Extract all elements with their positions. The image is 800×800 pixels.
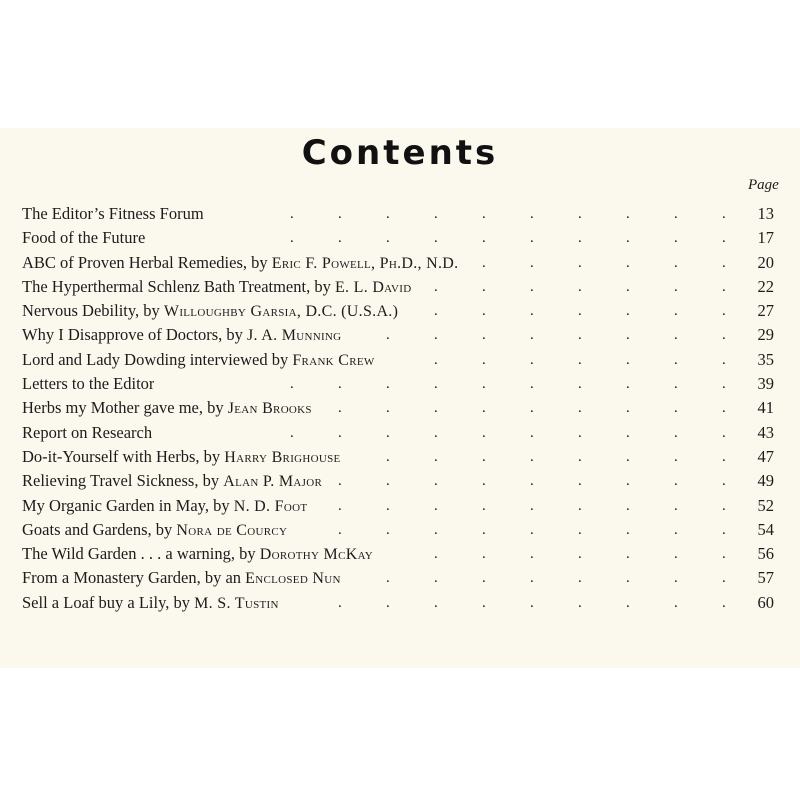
leader-dot: . bbox=[434, 497, 438, 514]
leader-dot: . bbox=[434, 521, 438, 538]
leader-dot: . bbox=[482, 448, 486, 465]
leader-dot: . bbox=[578, 473, 582, 490]
article-title: ABC of Proven Herbal Remedies bbox=[22, 252, 243, 272]
article-title: Goats and Gardens bbox=[22, 519, 148, 539]
article-title: Report on Research bbox=[22, 422, 153, 442]
leader-dot: . bbox=[434, 546, 438, 563]
leader-dot: . bbox=[674, 594, 678, 611]
toc-entry-title bbox=[22, 372, 154, 396]
toc-entry-title bbox=[22, 299, 398, 324]
leader-dot: . bbox=[626, 278, 630, 295]
leader-dot: . bbox=[674, 400, 678, 417]
leader-dot: . bbox=[674, 473, 678, 490]
toc-entry bbox=[22, 494, 774, 518]
leader-dot: . bbox=[482, 278, 486, 295]
toc-entry bbox=[22, 323, 774, 347]
leader-dot: . bbox=[482, 254, 486, 271]
leader-dot: . bbox=[722, 254, 726, 271]
leader-dot: . bbox=[626, 230, 630, 247]
leader-dot: . bbox=[386, 400, 390, 417]
article-author: Jean Brooks bbox=[227, 400, 312, 418]
leader-dot: . bbox=[626, 351, 630, 368]
leader-dot: . bbox=[674, 376, 678, 393]
article-title: Nervous Debility bbox=[22, 301, 136, 321]
article-author: N. D. Foot bbox=[233, 497, 308, 515]
article-author: Dorothy McKay bbox=[259, 546, 374, 564]
by-connector: , by bbox=[198, 398, 228, 418]
article-author: Alan P. Major bbox=[223, 473, 323, 491]
page-number: 54 bbox=[757, 519, 774, 539]
leader-dot: . bbox=[578, 594, 582, 611]
leader-dot: . bbox=[530, 521, 534, 538]
article-title: Lord and Lady Dowding interviewed bbox=[22, 349, 268, 369]
leader-dot: . bbox=[482, 376, 486, 393]
leader-dot: . bbox=[530, 206, 534, 222]
toc-entry bbox=[22, 372, 774, 396]
leader-dot: . bbox=[290, 230, 294, 247]
leader-dot: . bbox=[290, 376, 294, 393]
leader-dot: . bbox=[434, 303, 438, 320]
by-connector: , by bbox=[306, 276, 335, 296]
leader-dot: . bbox=[722, 351, 726, 368]
page-number: 60 bbox=[757, 592, 774, 612]
leader-dot: . bbox=[386, 594, 390, 611]
by-connector: , by bbox=[194, 471, 224, 491]
leader-dot: . bbox=[482, 230, 486, 247]
article-title: Food of the Future bbox=[22, 228, 146, 248]
page-number: 47 bbox=[757, 446, 774, 466]
leader-dot: . bbox=[290, 206, 294, 222]
page-number: 56 bbox=[757, 544, 774, 564]
leader-dot: . bbox=[338, 473, 342, 490]
leader-dot: . bbox=[338, 521, 342, 538]
leader-dot: . bbox=[722, 230, 726, 247]
article-author: Eric F. Powell, Ph.D., N.D. bbox=[271, 254, 459, 272]
page-number: 57 bbox=[757, 568, 774, 588]
page-number: 13 bbox=[757, 204, 774, 223]
leader-dot: . bbox=[626, 254, 630, 271]
leader-dot: . bbox=[386, 521, 390, 538]
page-number: 20 bbox=[757, 252, 774, 272]
leader-dot: . bbox=[674, 327, 678, 344]
leader-dot: . bbox=[578, 230, 582, 247]
leader-dot: . bbox=[434, 351, 438, 368]
leader-dot: . bbox=[578, 546, 582, 563]
leader-dot: . bbox=[722, 448, 726, 465]
page-number: 27 bbox=[757, 301, 774, 321]
article-title: Sell a Loaf buy a Lily bbox=[22, 592, 166, 612]
by-connector: , by bbox=[147, 519, 177, 539]
leader-dot: . bbox=[530, 327, 534, 344]
leader-dot: . bbox=[338, 230, 342, 247]
leader-dot: . bbox=[626, 546, 630, 563]
article-title: From a Monastery Garden bbox=[22, 568, 197, 588]
toc-entry bbox=[22, 226, 774, 250]
leader-dot: . bbox=[674, 206, 678, 222]
leader-dot: . bbox=[290, 424, 294, 441]
leader-dot: . bbox=[530, 594, 534, 611]
leader-dot: . bbox=[386, 448, 390, 465]
toc-entry bbox=[22, 202, 774, 226]
leader-dot: . bbox=[386, 376, 390, 393]
by-connector: , by bbox=[195, 446, 225, 466]
leader-dot: . bbox=[386, 327, 390, 344]
by-connector: by bbox=[267, 349, 293, 369]
toc-entry-title bbox=[22, 518, 287, 543]
article-title: The Hyperthermal Schlenz Bath Treatment bbox=[22, 276, 307, 296]
leader-dot: . bbox=[530, 448, 534, 465]
table-of-contents bbox=[22, 202, 774, 615]
leader-dot: . bbox=[482, 303, 486, 320]
leader-dot: . bbox=[578, 278, 582, 295]
toc-entry bbox=[22, 421, 774, 445]
leader-dot: . bbox=[530, 497, 534, 514]
leader-dot: . bbox=[530, 400, 534, 417]
leader-dot: . bbox=[530, 278, 534, 295]
page-number: 49 bbox=[757, 471, 774, 491]
leader-dot: . bbox=[482, 546, 486, 563]
leader-dot: . bbox=[482, 473, 486, 490]
leader-dot: . bbox=[434, 206, 438, 222]
leader-dot: . bbox=[626, 400, 630, 417]
leader-dot: . bbox=[530, 303, 534, 320]
leader-dot: . bbox=[626, 206, 630, 222]
page-number: 43 bbox=[757, 422, 774, 442]
leader-dot: . bbox=[674, 351, 678, 368]
leader-dot: . bbox=[482, 497, 486, 514]
leader-dot: . bbox=[722, 497, 726, 514]
article-author: Enclosed Nun bbox=[245, 570, 341, 588]
leader-dot: . bbox=[626, 570, 630, 587]
article-author: J. A. Munning bbox=[247, 327, 342, 345]
leader-dot: . bbox=[482, 594, 486, 611]
leader-dot: . bbox=[626, 376, 630, 393]
leader-dot: . bbox=[434, 594, 438, 611]
leader-dot: . bbox=[386, 206, 390, 222]
leader-dot: . bbox=[482, 400, 486, 417]
toc-entry bbox=[22, 469, 774, 493]
leader-dot: . bbox=[434, 448, 438, 465]
article-author: E. L. David bbox=[334, 278, 412, 296]
page-number: 29 bbox=[757, 325, 774, 345]
leader-dot: . bbox=[578, 521, 582, 538]
page-number: 52 bbox=[757, 495, 774, 515]
article-author: Harry Brighouse bbox=[224, 448, 341, 466]
leader-dot: . bbox=[386, 230, 390, 247]
article-title: Do-it-Yourself with Herbs bbox=[22, 446, 196, 466]
leader-dot: . bbox=[578, 448, 582, 465]
leader-dot: . bbox=[530, 230, 534, 247]
toc-entry bbox=[22, 518, 774, 542]
leader-dot: . bbox=[674, 521, 678, 538]
article-author: Nora de Courcy bbox=[176, 521, 288, 539]
article-title: My Organic Garden in May bbox=[22, 495, 205, 515]
page-column-header: Page bbox=[748, 177, 779, 193]
leader-dot: . bbox=[722, 521, 726, 538]
leader-dot: . bbox=[578, 497, 582, 514]
leader-dot: . bbox=[626, 448, 630, 465]
leader-dot: . bbox=[626, 594, 630, 611]
article-title: Relieving Travel Sickness bbox=[22, 471, 195, 491]
toc-entry-title bbox=[22, 542, 373, 567]
article-author: M. S. Tustin bbox=[194, 594, 279, 612]
toc-entry bbox=[22, 542, 774, 566]
toc-entry bbox=[22, 396, 774, 420]
toc-entry bbox=[22, 445, 774, 469]
leader-dot: . bbox=[626, 521, 630, 538]
leader-dot: . bbox=[674, 230, 678, 247]
leader-dot: . bbox=[482, 351, 486, 368]
leader-dot: . bbox=[434, 473, 438, 490]
leader-dot: . bbox=[674, 546, 678, 563]
toc-entry-title bbox=[22, 421, 152, 445]
leader-dot: . bbox=[434, 424, 438, 441]
leader-dot: . bbox=[386, 424, 390, 441]
leader-dot: . bbox=[626, 473, 630, 490]
leader-dot: . bbox=[530, 254, 534, 271]
leader-dot: . bbox=[434, 376, 438, 393]
toc-entry-title bbox=[22, 323, 341, 348]
toc-entry-title bbox=[22, 251, 458, 276]
leader-dot: . bbox=[386, 497, 390, 514]
page-number: 22 bbox=[757, 276, 774, 296]
leader-dot: . bbox=[338, 206, 342, 222]
leader-dot: . bbox=[482, 424, 486, 441]
leader-dot: . bbox=[626, 497, 630, 514]
leader-dot: . bbox=[338, 594, 342, 611]
leader-dot: . bbox=[626, 303, 630, 320]
leader-dot: . bbox=[722, 594, 726, 611]
article-title: The Editor’s Fitness Forum bbox=[22, 204, 204, 223]
page-number: 17 bbox=[757, 228, 774, 248]
page-number: 41 bbox=[757, 398, 774, 418]
article-title: Why I Disapprove of Doctors bbox=[22, 325, 219, 345]
leader-dot: . bbox=[722, 206, 726, 222]
leader-dot: . bbox=[530, 473, 534, 490]
article-title: Letters to the Editor bbox=[22, 374, 155, 394]
toc-entry bbox=[22, 299, 774, 323]
by-connector: , by bbox=[165, 592, 195, 612]
leader-dot: . bbox=[530, 570, 534, 587]
leader-dot: . bbox=[530, 376, 534, 393]
leader-dot: . bbox=[482, 570, 486, 587]
page-number: 35 bbox=[757, 349, 774, 369]
by-connector: , by bbox=[242, 252, 272, 272]
leader-dot: . bbox=[338, 424, 342, 441]
article-title: The Wild Garden . . . a warning bbox=[22, 544, 231, 564]
toc-entry-title bbox=[22, 396, 312, 421]
by-connector: , by bbox=[218, 325, 247, 345]
page-title: Contents bbox=[301, 133, 499, 173]
leader-dot: . bbox=[434, 278, 438, 295]
by-connector: , by bbox=[204, 495, 234, 515]
leader-dot: . bbox=[674, 303, 678, 320]
toc-entry bbox=[22, 566, 774, 590]
leader-dot: . bbox=[578, 570, 582, 587]
leader-dot: . bbox=[578, 400, 582, 417]
leader-dot: . bbox=[434, 230, 438, 247]
leader-dot: . bbox=[722, 327, 726, 344]
article-author: Frank Crew bbox=[292, 351, 375, 369]
leader-dot: . bbox=[578, 327, 582, 344]
toc-entry-title bbox=[22, 445, 341, 470]
toc-entry-title bbox=[22, 469, 322, 494]
leader-dot: . bbox=[434, 327, 438, 344]
leader-dot: . bbox=[338, 400, 342, 417]
leader-dot: . bbox=[386, 473, 390, 490]
toc-entry-title bbox=[22, 226, 145, 250]
leader-dot: . bbox=[722, 376, 726, 393]
leader-dot: . bbox=[482, 521, 486, 538]
by-connector: , by bbox=[230, 544, 260, 564]
toc-entry bbox=[22, 591, 774, 615]
leader-dot: . bbox=[338, 497, 342, 514]
toc-entry bbox=[22, 275, 774, 299]
article-title: Herbs my Mother gave me bbox=[22, 398, 199, 418]
toc-entry bbox=[22, 348, 774, 372]
leader-dot: . bbox=[674, 278, 678, 295]
leader-dot: . bbox=[722, 473, 726, 490]
toc-entry-title bbox=[22, 348, 375, 373]
leader-dot: . bbox=[530, 546, 534, 563]
leader-dot: . bbox=[722, 303, 726, 320]
leader-dot: . bbox=[722, 278, 726, 295]
leader-dot: . bbox=[434, 570, 438, 587]
leader-dot: . bbox=[626, 424, 630, 441]
leader-dot: . bbox=[626, 327, 630, 344]
leader-dot: . bbox=[482, 206, 486, 222]
leader-dot: . bbox=[722, 400, 726, 417]
toc-entry-title bbox=[22, 202, 204, 226]
leader-dot: . bbox=[578, 206, 582, 222]
leader-dot: . bbox=[530, 351, 534, 368]
leader-dot: . bbox=[674, 424, 678, 441]
leader-dot: . bbox=[578, 303, 582, 320]
toc-entry-title bbox=[22, 591, 279, 616]
by-connector: , by an bbox=[196, 568, 246, 588]
toc-entry-title bbox=[22, 275, 411, 300]
leader-dot: . bbox=[578, 254, 582, 271]
leader-dot: . bbox=[578, 424, 582, 441]
leader-dot: . bbox=[386, 570, 390, 587]
leader-dot: . bbox=[530, 424, 534, 441]
leader-dot: . bbox=[434, 400, 438, 417]
leader-dot: . bbox=[338, 376, 342, 393]
leader-dot: . bbox=[722, 424, 726, 441]
by-connector: , by bbox=[135, 301, 164, 321]
toc-entry-title bbox=[22, 494, 307, 519]
leader-dot: . bbox=[674, 497, 678, 514]
leader-dot: . bbox=[578, 351, 582, 368]
page-number: 39 bbox=[757, 374, 774, 394]
toc-entry-title bbox=[22, 566, 341, 591]
leader-dot: . bbox=[674, 254, 678, 271]
leader-dot: . bbox=[674, 448, 678, 465]
article-author: Willoughby Garsia, D.C. (U.S.A.) bbox=[163, 303, 399, 321]
leader-dot: . bbox=[722, 546, 726, 563]
leader-dot: . bbox=[578, 376, 582, 393]
toc-entry bbox=[22, 251, 774, 275]
leader-dot: . bbox=[482, 327, 486, 344]
leader-dot: . bbox=[722, 570, 726, 587]
leader-dot: . bbox=[674, 570, 678, 587]
